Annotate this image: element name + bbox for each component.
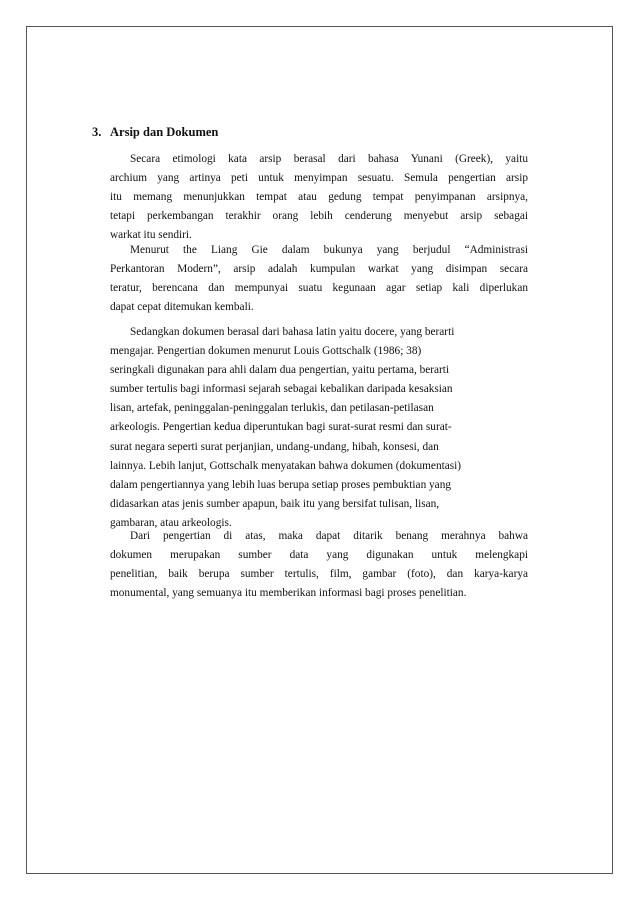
paragraph-line: itu memang menunjukkan tempat atau gedung tempat penyimpanan arsipnya, [110,191,528,204]
paragraph-liang-gie [110,241,528,317]
paragraph-line: sumber tertulis bagi informasi sejarah sebagai kebalikan daripada kesaksian [110,383,453,396]
paragraph-line: Sedangkan dokumen berasal dari bahasa latin yaitu docere, yang berarti [130,326,455,338]
paragraph-line: seringkali digunakan para ahli dalam dua pengertian, yaitu pertama, berarti [110,364,450,377]
paragraph-line: gambaran, atau arkeologis. [110,516,232,529]
section-title: Arsip dan Dokumen [110,125,219,139]
paragraph-line: Secara etimologi kata arsip berasal dari bahasa Yunani (Greek), yaitu [130,153,528,165]
paragraph-line: dalam pengertiannya yang lebih luas berupa setiap proses pembuktian yang [110,478,451,491]
paragraph-line: archium yang artinya peti untuk menyimpan sesuatu. Semula pengertian arsip [110,172,528,185]
section-number: 3. [92,125,102,139]
paragraph-kesimpulan [110,527,528,603]
section-heading [92,125,218,140]
paragraph-line: didasarkan atas jenis sumber apapun, baik itu yang bersifat tulisan, lisan, [110,497,440,510]
paragraph-line: monumental, yang semuanya itu memberikan informasi bagi proses penelitian. [110,587,467,600]
paragraph-line: tetapi perkembangan terakhir orang lebih cenderung menyebut arsip sebagai [110,210,528,223]
paragraph-line: arkeologis. Pengertian kedua diperuntukan bagi surat-surat resmi dan surat- [110,421,452,434]
paragraph-line: dapat cepat ditemukan kembali. [110,301,254,314]
paragraph-line: warkat itu sendiri. [110,229,192,242]
paragraph-line: dokumen merupakan sumber data yang digunakan untuk melengkapi [110,549,528,562]
paragraph-line: mengajar. Pengertian dokumen menurut Louis Gottschalk (1986; 38) [110,345,422,358]
paragraph-line: surat negara seperti surat perjanjian, undang-undang, hibah, konsesi, dan [110,440,439,453]
paragraph-dokumen-gottschalk [110,323,510,533]
paragraph-arsip-etimologi [110,150,528,245]
paragraph-line: Perkantoran Modern”, arsip adalah kumpulan warkat yang disimpan secara [110,263,528,276]
paragraph-line: Dari pengertian di atas, maka dapat ditarik benang merahnya bahwa [130,530,528,542]
paragraph-line: lainnya. Lebih lanjut, Gottschalk menyatakan bahwa dokumen (dokumentasi) [110,459,462,472]
paragraph-line: Menurut the Liang Gie dalam bukunya yang berjudul “Administrasi [130,244,528,256]
paragraph-line: teratur, berencana dan mempunyai suatu kegunaan agar setiap kali diperlukan [110,282,528,295]
paragraph-line: penelitian, baik berupa sumber tertulis, film, gambar (foto), dan karya-karya [110,568,528,581]
paragraph-line: lisan, artefak, peninggalan-peninggalan terlukis, dan petilasan-petilasan [110,402,434,415]
